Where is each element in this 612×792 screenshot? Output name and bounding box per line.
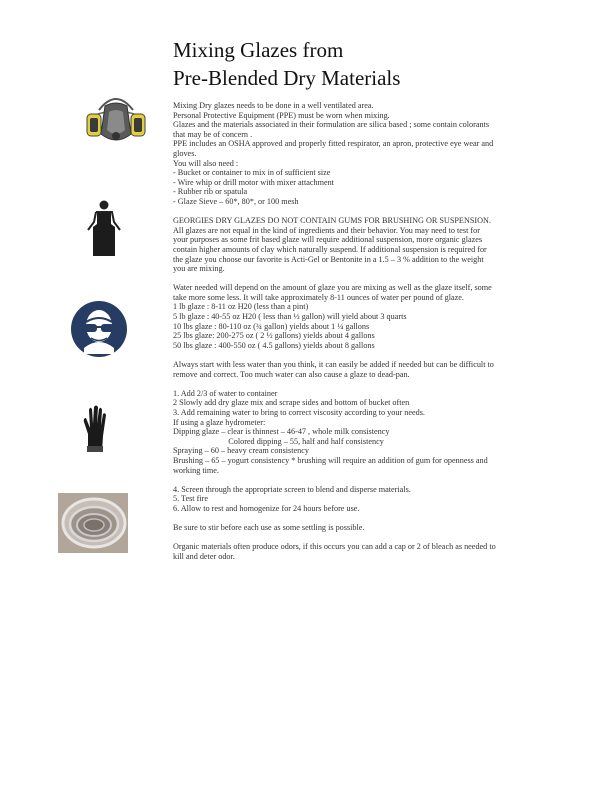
safety-section	[173, 101, 568, 207]
gums-line: contain higher amounts of clay which naturally suspend. If additional suspension is required for	[173, 244, 487, 254]
apron-icon	[84, 200, 124, 258]
organic-line: Organic materials often produce odors, if this occurs you can add a cap or 2 of bleach as needed to	[173, 542, 496, 552]
page-title	[173, 36, 400, 92]
water-line: Water needed will depend on the amount of glaze you are mixing as well as the glaze itself, some	[173, 283, 492, 293]
finish-line: 4. Screen through the appropriate screen to blend and disperse materials.	[173, 484, 411, 494]
safety-line: PPE includes an OSHA approved and properly fitted respirator, an apron, protective eye wear and	[173, 139, 494, 149]
step-line: working time.	[173, 465, 219, 475]
water-ratio: 1 lb glaze : 8-11 oz H20 (less than a pint)	[173, 302, 309, 312]
step-line: If using a glaze hydrometer:	[173, 417, 266, 427]
safety-line: gloves.	[173, 148, 197, 158]
title-line-1: Mixing Glazes from	[173, 38, 344, 62]
stir-note: Be sure to stir before each use as some settling is possible.	[173, 523, 365, 533]
step-line: Spraying – 60 – heavy cream consistency	[173, 446, 309, 456]
gums-line: your purposes as some frit based glaze will require additional suspension, more organic glazes	[173, 235, 483, 245]
water-ratio: 25 lbs glaze: 200-275 oz ( 2 ½ gallons) yields about 4 gallons	[173, 331, 375, 341]
respirator-icon	[85, 92, 147, 148]
supply-item: - Glaze Sieve – 60*, 80*, or 100 mesh	[173, 196, 299, 206]
water-ratio: 50 lbs glaze : 400-550 oz ( 4.5 gallons) yields about 8 gallons	[173, 340, 375, 350]
safety-line: that may be of concern .	[173, 129, 253, 139]
organic-note	[173, 542, 568, 561]
caution-line: remove and correct. Too much water can also cause a glaze to dead-pan.	[173, 369, 410, 379]
instructions-body	[173, 101, 568, 562]
organic-line: kill and deter odor.	[173, 551, 235, 561]
water-line: take more some less. It will take approximately 8-11 ounces of water per pound of glaze.	[173, 292, 464, 302]
gums-line: the glaze you choose our favorite is Acti-Gel or Bentonite in a 1.5 – 3 % addition to the weight	[173, 254, 484, 264]
title-line-2: Pre-Blended Dry Materials	[173, 66, 401, 90]
caution-line: Always start with less water than you think, it can easily be added if needed but can be difficult to	[173, 360, 494, 370]
safety-line: Personal Protective Equipment (PPE) must be worn when mixing.	[173, 110, 390, 120]
supply-item: - Rubber rib or spatula	[173, 187, 248, 197]
finish-line: 5. Test fire	[173, 494, 208, 504]
step-line: Dipping glaze – clear is thinnest – 46-47 , whole milk consistency	[173, 427, 390, 437]
step-line: Brushing – 65 – yogurt consistency * brushing will require an addition of gum for openness and	[173, 455, 488, 465]
supply-item: - Bucket or container to mix in of sufficient size	[173, 168, 331, 178]
supply-item: - Wire whip or drill motor with mixer attachment	[173, 177, 334, 187]
water-ratio: 10 lbs glaze : 80-110 oz (¾ gallon) yields about 1 ¼ gallons	[173, 321, 370, 331]
glove-icon	[82, 404, 108, 454]
gums-line: All glazes are not equal in the kind of ingredients and their behavior. You may need to test for	[173, 225, 480, 235]
eye-protection-icon	[70, 300, 128, 358]
water-section	[173, 283, 568, 350]
finish-line: 6. Allow to rest and homogenize for 24 hours before use.	[173, 503, 360, 513]
caution-section	[173, 360, 568, 379]
step-line: 3. Add remaining water to bring to correct viscosity according to your needs.	[173, 408, 425, 417]
step-line: 2 Slowly add dry glaze mix and scrape sides and bottom of bucket often	[173, 398, 410, 408]
safety-line: Glazes and the materials associated in their formulation are silica based ; some contain colorants	[173, 120, 490, 130]
gums-line: you are mixing.	[173, 264, 225, 274]
finish-section	[173, 485, 568, 514]
safety-line: Mixing Dry glazes needs to be done in a well ventilated area.	[173, 101, 374, 110]
gums-heading: GEORGIES DRY GLAZES DO NOT CONTAIN GUMS FOR BRUSHING OR SUSPENSION.	[173, 216, 492, 226]
step-line: Colored dipping – 55, half and half consistency	[173, 436, 384, 446]
steps-section	[173, 389, 568, 475]
water-ratio: 5 lb glaze : 40-55 oz H20 ( less than ½ gallon) will yield about 3 quarts	[173, 312, 407, 322]
glaze-sieve-icon	[58, 493, 128, 553]
gums-section	[173, 216, 568, 274]
step-line: 1. Add 2/3 of water to container	[173, 388, 278, 398]
safety-line: You will also need :	[173, 158, 239, 168]
